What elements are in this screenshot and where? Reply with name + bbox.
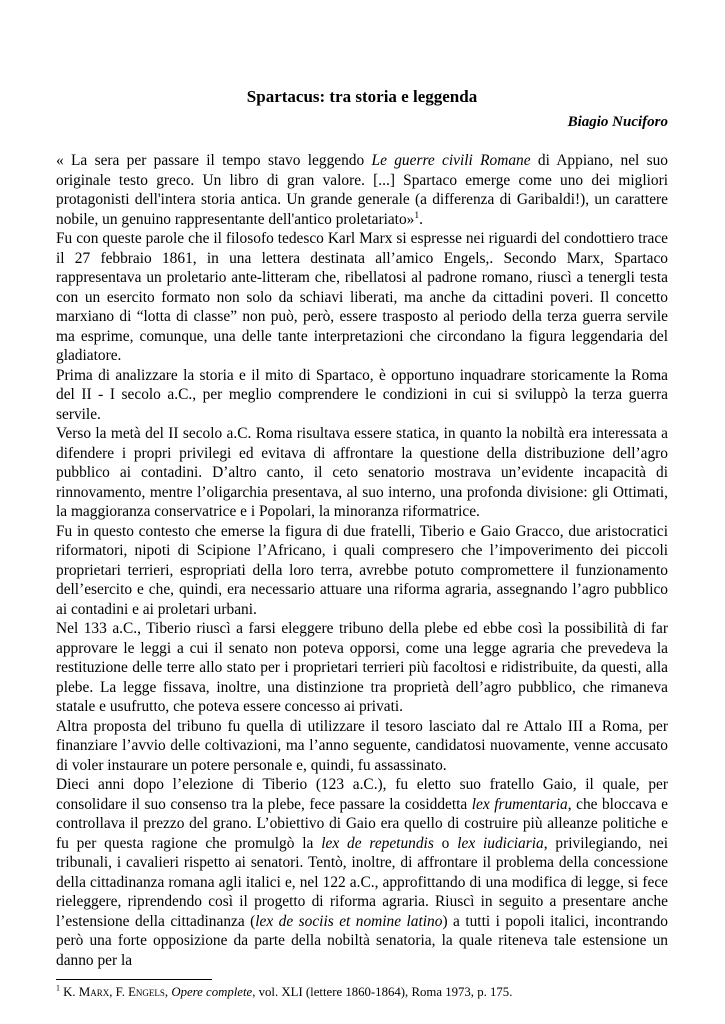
text-run: , che bloccava e controllava il prezzo del grano. L’obiettivo di Gaio era quello di costruire più alleanze politiche e fu per questa ragione che promulgò la [56, 795, 668, 852]
text-run: , [164, 985, 172, 999]
text-run: Prima di analizzare la storia e il mito di Spartaco, è opportuno inquadrare storicamente la Roma del II - I secolo a.C., per meglio comprendere le condizioni in cui si sviluppò la terza guerra servile. [56, 366, 668, 423]
text-run: Opere complete [171, 985, 253, 999]
paragraph [56, 619, 668, 717]
paragraph [56, 151, 668, 229]
text-run: Engels [128, 985, 165, 999]
paragraph [56, 366, 668, 425]
text-run: , vol. XLI (lettere 1860-1864), Roma 1973, p. 175. [252, 985, 513, 999]
text-run: « La sera per passare il tempo stavo leggendo [56, 152, 372, 169]
document-body [56, 151, 668, 970]
text-run: lex de repetundis [321, 834, 434, 852]
text-run: lex iudiciaria [457, 834, 544, 852]
author-byline: Biagio Nuciforo [567, 114, 668, 130]
text-run: . [419, 210, 423, 228]
paragraph [56, 424, 668, 522]
paragraph [56, 522, 668, 620]
text-run: Altra proposta del tribuno fu quella di utilizzare il tesoro lasciato dal re Attalo III a Roma, per finanziare l’avvio delle coltivazioni, ma l’anno seguente, candidatosi nuovamente, venne accusato di voler instaurare un potere personale e, quindi, fu assassinato. [56, 717, 668, 774]
text-run: lex frumentaria [471, 795, 568, 813]
text-run: Fu con queste parole che il filosofo tedesco Karl Marx si espresse nei riguardi del condottiero trace il 27 febbraio 1861, in una lettera destinata all’amico Engels,. Secondo Marx, Spartaco rappresentava un proletario ante-litteram che, ribellatosi al padrone romano, riuscì a tenergli testa con un esercito formato non solo da schiavi liberati, ma anche da cittadini poveri. Il concetto marxiano di “lotta di classe” non può, però, essere trasposto al periodo della terza guerra servile ma esprime, comunque, una delle tante interpretazioni che circondano la figura leggendaria del gladiatore. [56, 230, 668, 364]
text-run: di Appiano, nel suo originale testo greco. Un libro di gran valore. [...] Spartaco emerge come uno dei migliori protagonisti dell'intera storia antica. Un grande generale (a differenza di Garibaldi!), un carattere nobile, un genuino rappresentante dell'antico proletariato» [56, 152, 669, 228]
text-run: Dieci anni dopo l’elezione di Tiberio (123 a.C.), fu eletto suo fratello Gaio, il quale, per consolidare il suo consenso tra la plebe, fece passare la cosiddetta [56, 776, 668, 813]
text-run: Fu in questo contesto che emerse la figura di due fratelli, Tiberio e Gaio Gracco, due aristocratici riformatori, nipoti di Scipione l’Africano, i quali compresero che l’impoverimento dei piccoli proprietari terrieri, espropriati della loro terra, avrebbe potuto compromettere il funzionamento dell’esercito e che, quindi, era necessario attuare una riforma agraria, assegnando l’agro pubblico ai contadini e ai proletari urbani. [56, 522, 668, 618]
text-run: Marx [78, 985, 110, 999]
footnote-text [56, 984, 668, 1000]
footnote-separator [56, 979, 212, 980]
text-run: , privilegiando, nei tribunali, i cavalieri rispetto ai senatori. Tentò, inoltre, di affrontare il problema della concessione della cittadinanza romana agli italici e, nel 122 a.C., approfittando di una modifica di legge, si fece rieleggere, riprendendo così il progetto di riforma agraria. Riuscì in seguito a presentare anche l’estensione della cittadinanza ( [56, 834, 668, 930]
text-run: Le guerre civili Romane [371, 152, 531, 169]
text-run: , F. [109, 985, 129, 999]
text-run: o [433, 834, 458, 852]
text-run: Nel 133 a.C., Tiberio riuscì a farsi eleggere tribuno della plebe ed ebbe così la possibilità di far approvare le leggi a cui il senato non poteva opporsi, come una legge agraria che prevedeva la restituzione delle terre allo stato per i proprietari terrieri più facoltosi e ridistribuite, da questi, alla plebe. La legge fissava, inoltre, una distinzione tra proprietà dell’agro pubblico, che rimaneva statale e usufrutto, che poteva essere concesso ai privati. [56, 620, 668, 715]
text-run: 1 [414, 209, 420, 221]
text-run: 1 [56, 983, 60, 993]
text-run: ) a tutti i popoli italici, incontrando però una forte opposizione da parte della nobiltà senatoria, la quale riteneva tale estensione un danno per la [56, 912, 668, 969]
text-run: lex de sociis et nomine latino [255, 912, 443, 930]
text-run: Verso la metà del II secolo a.C. Roma risultava essere statica, in quanto la nobiltà era interessata a difendere i propri privilegi ed evitava di affrontare la questione della distribuzione dell’agro pubblico ai contadini. D’altro canto, il ceto senatorio mostrava un’evidente incapacità di rinnovamento, mentre l’oligarchia presentava, al suo interno, una profonda divisione: gli Ottimati, la maggioranza conservatrice e i Popolari, la minoranza riformatrice. [56, 425, 668, 520]
paragraph [56, 229, 668, 366]
text-run: K. [59, 985, 79, 999]
paragraph [56, 775, 668, 970]
page-title: Spartacus: tra storia e leggenda [246, 87, 478, 106]
paragraph [56, 717, 668, 776]
